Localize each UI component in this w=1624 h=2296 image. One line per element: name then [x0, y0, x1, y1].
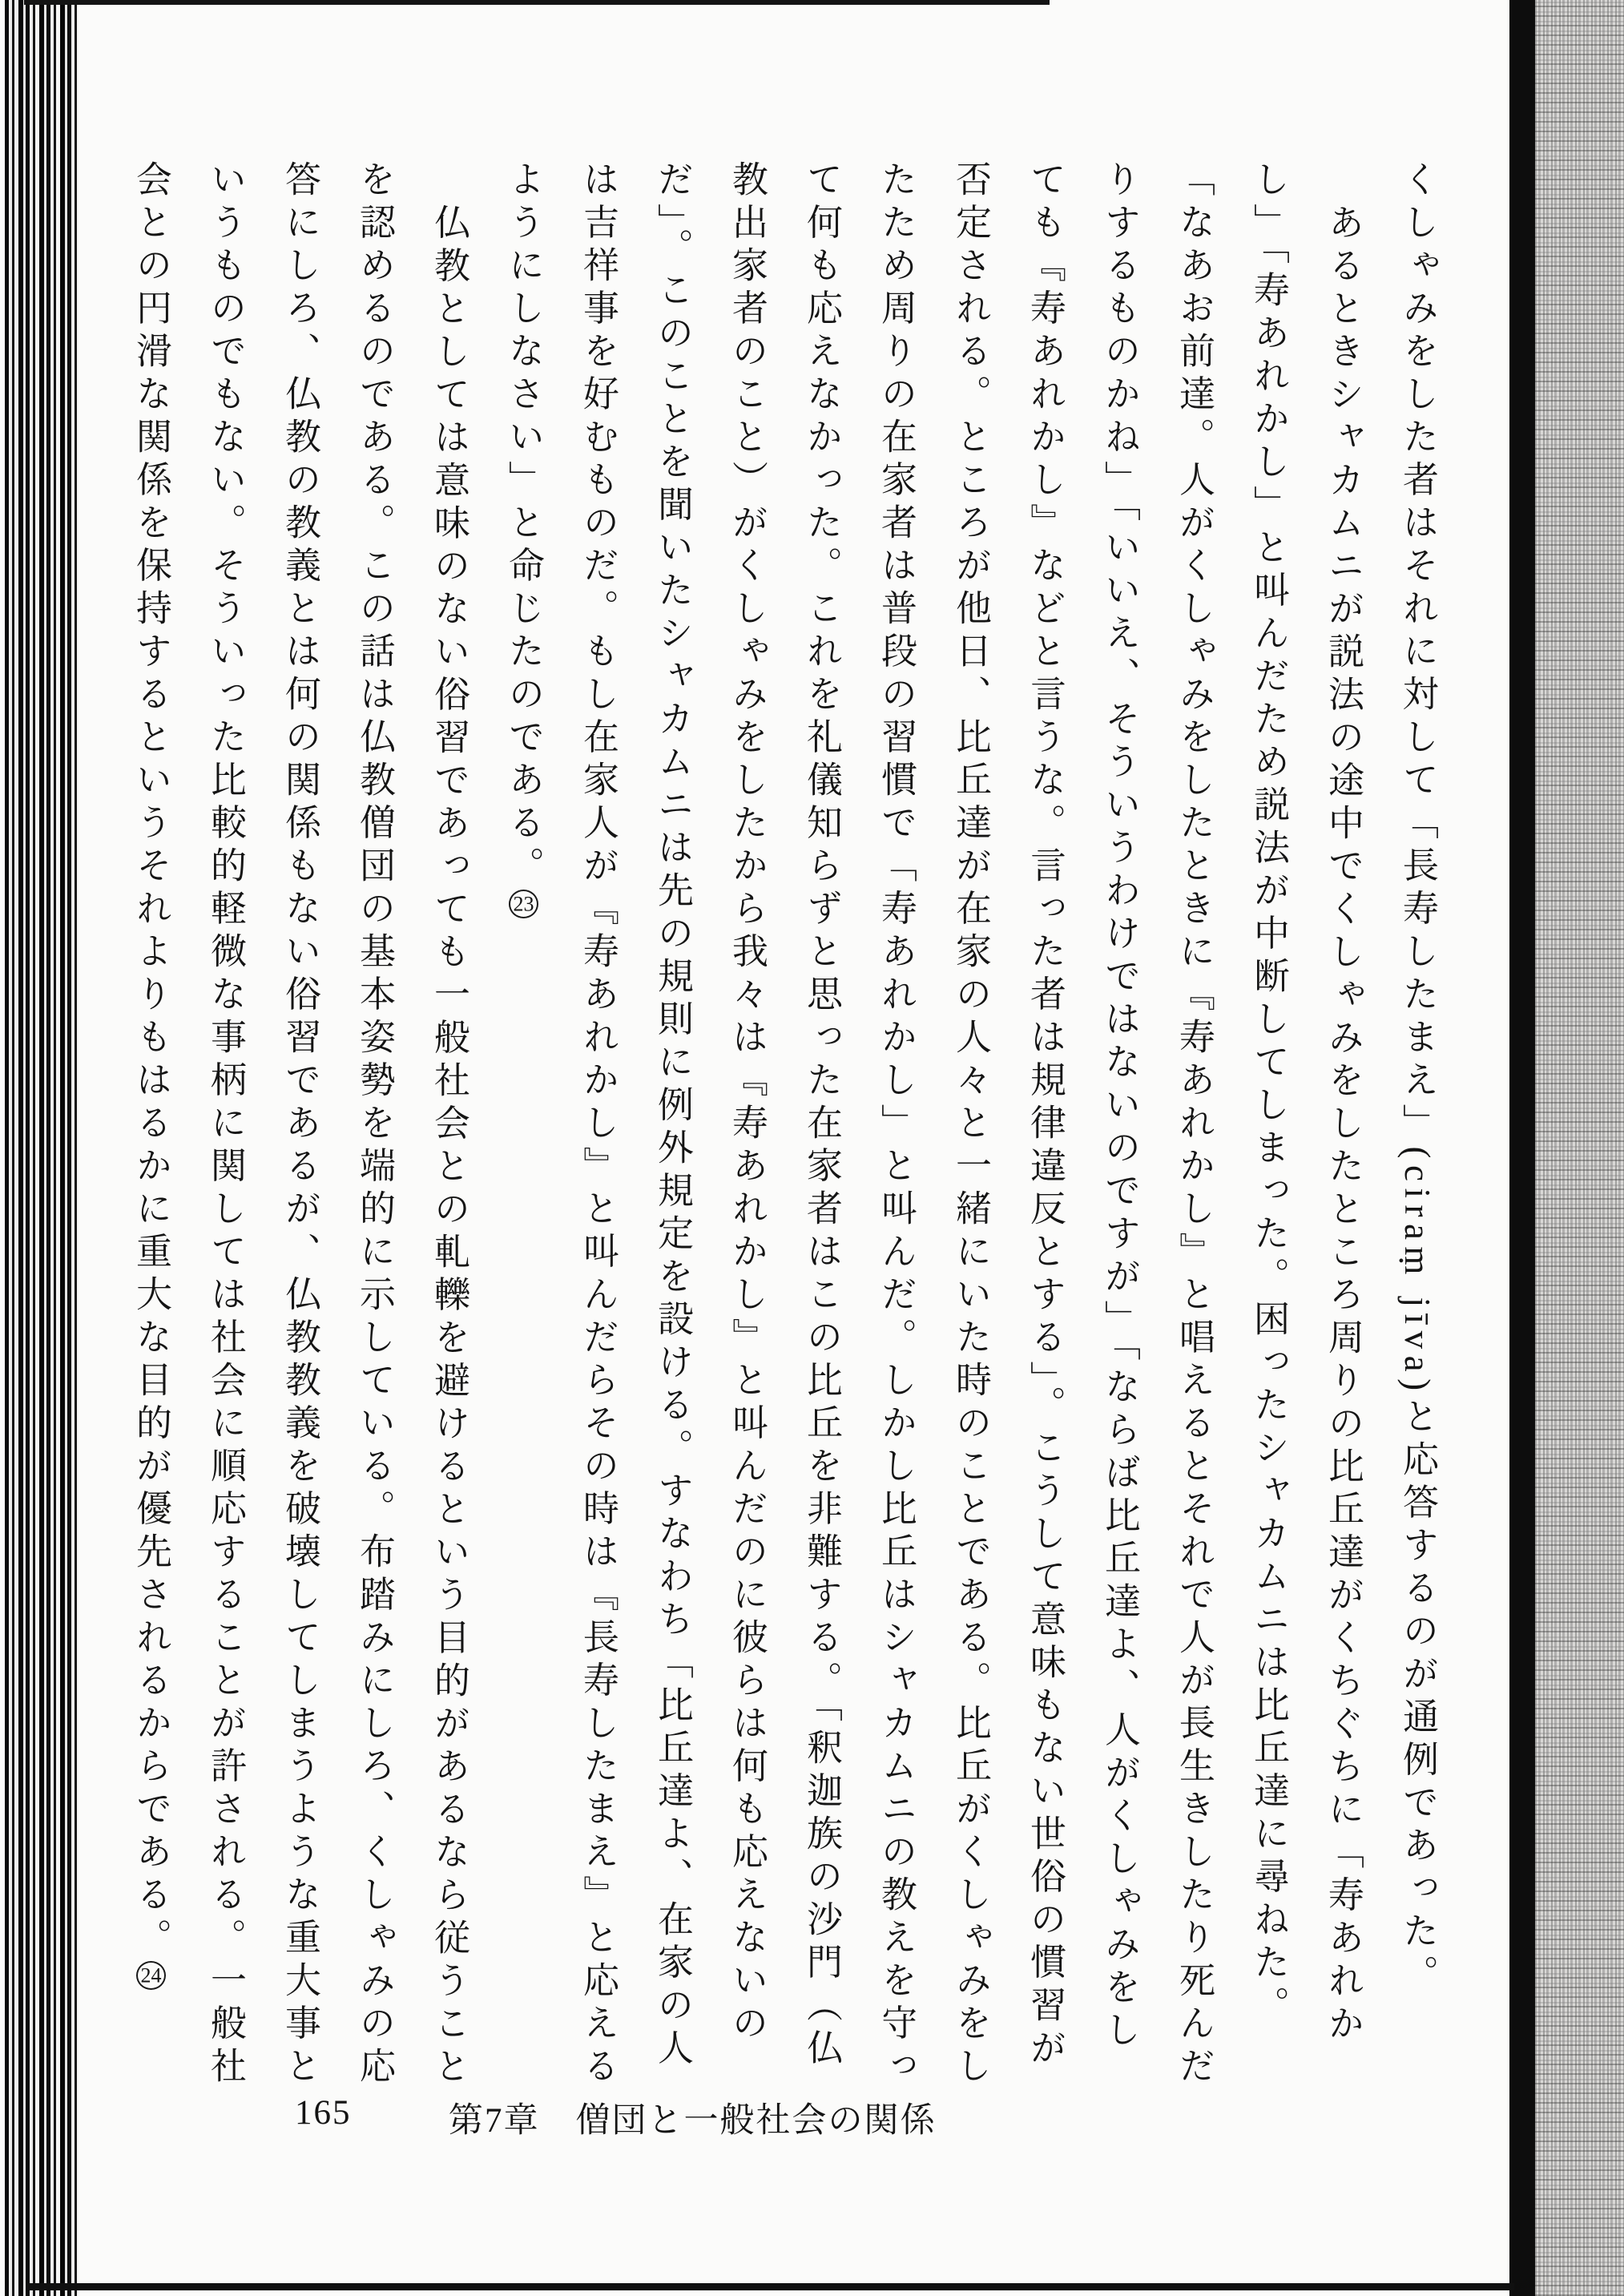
paragraph-text: くしゃみをした者はそれに対して「長寿したまえ」(ciraṃ jīva)と応答するのが通例であった。: [1397, 160, 1437, 1998]
paragraph-conclusion: [113, 160, 486, 2096]
body-text: [96, 160, 1454, 2096]
scan-top-line: [24, 0, 1050, 5]
page-number: 165: [295, 2094, 352, 2132]
footnote-marker-24: 24: [136, 1961, 166, 1990]
page-footer: [295, 2093, 937, 2140]
scan-edge-bar: [1509, 0, 1535, 2296]
running-title-chapter: 第7章 僧団と一般社会の関係: [449, 2102, 937, 2140]
paragraph-text: 仏教としては意味のない俗習であっても一般社会との軋轢を避けるという目的があるなら従うことを認めるのである。この話は仏教僧団の基本姿勢を端的に示している。布踏みにしろ、くしゃみの応答にしろ、仏教の教義とは何の関係もない俗習であるが、仏教教義を破壊してしまうような重大事というものでもない。そういった比較的軽微な事柄に関しては社会に順応することが許される。一般社会との円滑な関係を保持するというそれよりもはるかに重大な目的が優先されるからである。: [131, 160, 469, 2090]
scan-bottom-line: [26, 2283, 1514, 2290]
paragraph-text: あるときシャカムニが説法の途中でくしゃみをしたところ周りの比丘達がくちぐちに「寿あれかし」「寿あれかし」と叫んだため説法が中断してしまった。困ったシャカムニは比丘達に尋ねた。「なあお前達。人がくしゃみをしたときに『寿あれかし』と唱えるとそれで人が長生きしたり死んだりするものかね」「いいえ、そういうわけではないのですが」「ならば比丘達よ、人がくしゃみをしても『寿あれかし』などと言うな。言った者は規律違反とする」。こうして意味もない世俗の慣習が否定される。ところが他日、比丘達が在家の人々と一緒にいた時のことである。比丘がくしゃみをしたため周りの在家者は普段の習慣で「寿あれかし」と叫んだ。しかし比丘はシャカムニの教えを守って何も応えなかった。これを礼儀知らずと思った在家者はこの比丘を非難する。「釈迦族の沙門（仏教出家者のこと）がくしゃみをしたから我々は『寿あれかし』と叫んだのに彼らは何も応えないのだ」。このことを聞いたシャカムニは先の規則に例外規定を設ける。すなわち「比丘達よ、在家の人は吉祥事を好むものだ。もし在家人が『寿あれかし』と叫んだらその時は『長寿したまえ』と応えるようにしなさい」と命じたのである。: [503, 160, 1363, 2090]
paragraph-sneeze-story: [486, 160, 1380, 2096]
paragraph-continuation: [1380, 160, 1454, 2096]
scan-edge-noise: [1535, 0, 1624, 2296]
footnote-marker-23: 23: [509, 890, 538, 918]
scan-binding-stripes: [5, 0, 79, 2296]
